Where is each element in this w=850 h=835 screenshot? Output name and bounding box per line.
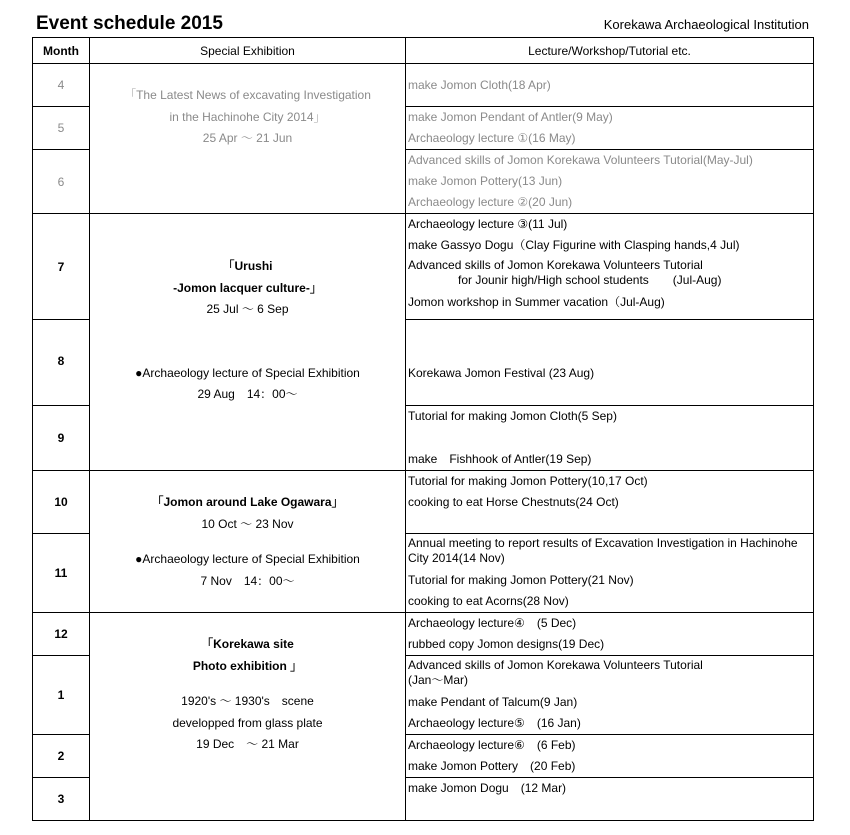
exhibition-title: 「Urushi: [222, 259, 273, 273]
lecture-cell: [406, 107, 814, 150]
month-cell: 7: [33, 214, 90, 320]
list-item-line: Advanced skills of Jomon Korekawa Volunteers Tutorial: [408, 658, 703, 672]
lecture-cell: [406, 778, 814, 821]
exhibition-cell: [90, 64, 406, 214]
month-cell: 6: [33, 150, 90, 214]
table-row: [33, 471, 814, 534]
exhibition-dates: 25 Jul ～ 6 Sep: [206, 302, 289, 316]
list-item: Archaeology lecture⑤ (16 Jan): [408, 716, 581, 730]
lecture-column-header: Lecture/Workshop/Tutorial etc.: [406, 38, 814, 64]
list-item: make Jomon Pottery(13 Jun): [408, 174, 563, 188]
list-item: Advanced skills of Jomon Korekawa Volunteers Tutorial(May-Jul): [408, 153, 753, 167]
list-item: Tutorial for making Jomon Cloth(5 Sep): [408, 409, 617, 423]
list-item: make Jomon Pendant of Antler(9 May): [408, 110, 613, 124]
month-cell: 10: [33, 471, 90, 534]
list-item: cooking to eat Acorns(28 Nov): [408, 594, 569, 608]
list-item: Korekawa Jomon Festival (23 Aug): [408, 366, 595, 380]
exhibition-subtitle: developped from glass plate: [172, 715, 323, 730]
month-cell: 3: [33, 778, 90, 821]
list-item: Tutorial for making Jomon Pottery(10,17 Oct): [408, 474, 648, 488]
exhibition-lecture: ●Archaeology lecture of Special Exhibition: [135, 552, 360, 566]
exhibition-dates: 25 Apr ～ 21 Jun: [202, 131, 293, 145]
exhibition-cell: [90, 471, 406, 613]
list-item: [408, 656, 813, 692]
list-item: Jomon workshop in Summer vacation（Jul-Aug): [408, 295, 665, 309]
exhibition-title: 「Jomon around Lake Ogawara」: [151, 495, 344, 509]
list-item: rubbed copy Jomon designs(19 Dec): [408, 637, 605, 651]
month-cell: 4: [33, 64, 90, 107]
list-item: Archaeology lecture④ (5 Dec): [408, 616, 577, 630]
exhibition-title: in the Hachinohe City 2014」: [169, 109, 326, 124]
exhibition-lecture-time: 7 Nov 14：00～: [200, 573, 295, 588]
list-item: Tutorial for making Jomon Pottery(21 Nov): [408, 573, 634, 587]
exhibition-title: 「The Latest News of excavating Investigation: [124, 88, 371, 102]
list-item: Archaeology lecture ②(20 Jun): [408, 195, 573, 209]
lecture-cell: [406, 471, 814, 534]
list-item: Archaeology lecture⑥ (6 Feb): [408, 738, 576, 752]
month-cell: 2: [33, 735, 90, 778]
list-item: make Fishhook of Antler(19 Sep): [408, 452, 592, 466]
month-column-header: Month: [33, 38, 90, 64]
month-cell: 11: [33, 534, 90, 613]
lecture-cell: [406, 613, 814, 656]
lecture-cell: [406, 534, 814, 613]
exhibition-title: Photo exhibition 」: [192, 658, 303, 673]
page-title: Event schedule 2015: [36, 13, 223, 34]
exhibition-title: -Jomon lacquer culture-」: [173, 280, 322, 295]
schedule-table: [32, 37, 814, 821]
table-row: [33, 613, 814, 656]
lecture-cell: [406, 406, 814, 471]
organization-name: Korekawa Archaeological Institution: [603, 17, 809, 32]
table-row: [33, 214, 814, 320]
table-row: [33, 64, 814, 107]
month-cell: 8: [33, 320, 90, 406]
header-row: [33, 38, 814, 64]
month-cell: 1: [33, 656, 90, 735]
list-item: Annual meeting to report results of Excavation Investigation in Hachinohe City 2014(14 Nov): [408, 536, 798, 565]
list-item: Archaeology lecture ③(11 Jul): [408, 217, 568, 231]
exhibition-cell: [90, 214, 406, 471]
list-item: make Gassyo Dogu（Clay Figurine with Clasping hands,4 Jul): [408, 238, 740, 252]
exhibition-subtitle: 1920's ～ 1930's scene: [181, 694, 314, 708]
lecture-cell: [406, 735, 814, 778]
list-item-line: (Jan～Mar): [408, 673, 469, 687]
lecture-cell: [406, 64, 814, 107]
exhibition-dates: 19 Dec ～ 21 Mar: [196, 737, 299, 751]
exhibition-column-header: Special Exhibition: [90, 38, 406, 64]
exhibition-lecture: ●Archaeology lecture of Special Exhibition: [135, 365, 360, 380]
list-item: cooking to eat Horse Chestnuts(24 Oct): [408, 495, 619, 509]
lecture-cell: [406, 214, 814, 320]
lecture-cell: [406, 320, 814, 406]
exhibition-cell: [90, 613, 406, 821]
lecture-cell: [406, 150, 814, 214]
list-item-line: for Jounir high/High school students (Jul-Aug): [458, 273, 722, 287]
month-cell: 5: [33, 107, 90, 150]
list-item: make Jomon Pottery (20 Feb): [408, 759, 576, 773]
exhibition-dates: 10 Oct ～ 23 Nov: [201, 516, 294, 531]
list-item: Archaeology lecture ①(16 May): [408, 131, 576, 145]
list-item: make Pendant of Talcum(9 Jan): [408, 695, 578, 709]
list-item: make Jomon Dogu (12 Mar): [408, 781, 567, 795]
lecture-cell: [406, 656, 814, 735]
month-cell: 12: [33, 613, 90, 656]
month-cell: 9: [33, 406, 90, 471]
exhibition-title: 「Korekawa site: [201, 637, 294, 651]
list-item-line: Advanced skills of Jomon Korekawa Volunteers Tutorial: [408, 258, 703, 272]
list-item: [408, 256, 813, 292]
exhibition-lecture-time: 29 Aug 14：00～: [197, 387, 298, 401]
list-item: make Jomon Cloth(18 Apr): [408, 77, 551, 92]
